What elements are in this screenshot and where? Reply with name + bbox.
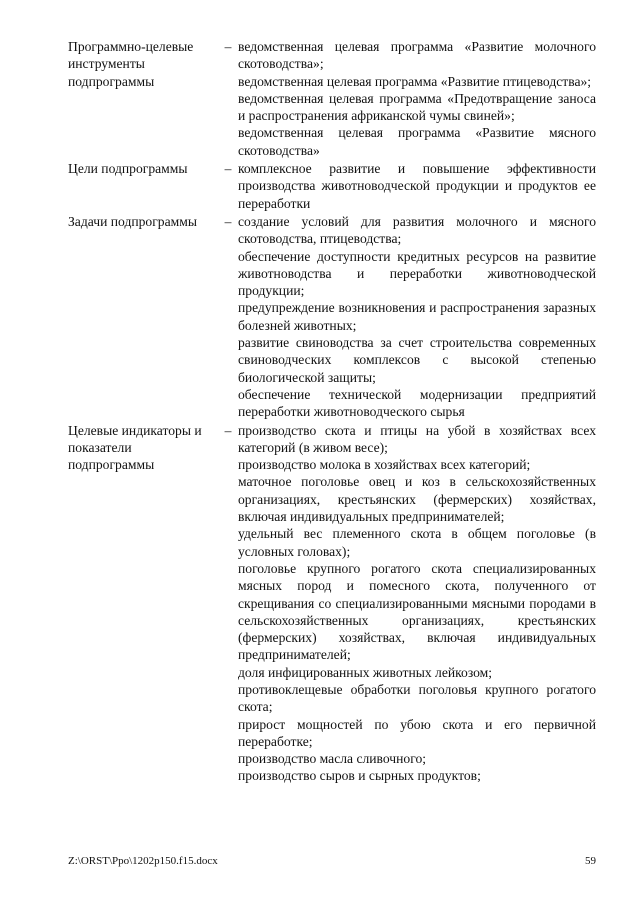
content-item: маточное поголовье овец и коз в сельскохозяйственных организациях, крестьянских (фермерских) хозяйствах, включая индивидуальных предпринимателей; bbox=[238, 474, 596, 525]
row-dash: – bbox=[224, 39, 232, 54]
content-item: предупреждение возникновения и распространения заразных болезней животных; bbox=[238, 300, 596, 333]
footer-file-path: Z:\ORST\Ppo\1202p150.f15.docx bbox=[68, 855, 218, 867]
row-dash: – bbox=[224, 213, 232, 229]
row-dash: – bbox=[224, 161, 232, 177]
content-item: обеспечение технической модернизации предприятий переработки животноводческого сырья bbox=[238, 386, 596, 420]
content-item: производство молока в хозяйствах всех категорий; bbox=[238, 457, 531, 473]
content-item: производство сыров и сырных продуктов; bbox=[238, 768, 481, 784]
row-label: Задачи подпрограммы bbox=[68, 213, 197, 229]
row-content bbox=[238, 213, 596, 422]
subprogram-passport-table bbox=[68, 38, 596, 786]
content-item: производство скота и птицы на убой в хозяйствах всех категорий (в живом весе); bbox=[238, 422, 596, 455]
content-item: ведомственная целевая программа «Предотвращение заноса и распространения африканской чумы свиней»; bbox=[238, 90, 596, 124]
row-label: Программно-целевые инструменты подпрограммы bbox=[68, 39, 194, 89]
content-item: доля инфицированных животных лейкозом; bbox=[238, 664, 493, 680]
content-item: противоклещевые обработки поголовья крупного рогатого скота; bbox=[238, 681, 596, 715]
passport-row bbox=[68, 422, 596, 786]
content-item: прирост мощностей по убою скота и его первичной переработке; bbox=[238, 716, 596, 749]
content-item: ведомственная целевая программа «Развитие птицеводства»; bbox=[238, 73, 592, 89]
row-content bbox=[238, 160, 596, 213]
row-label: Целевые индикаторы и показатели подпрограммы bbox=[68, 422, 202, 473]
row-content bbox=[238, 38, 596, 160]
content-item: развитие свиноводства за счет строительства современных свиноводческих комплексов с высокой степенью биологической защиты; bbox=[238, 335, 596, 385]
content-item: ведомственная целевая программа «Развитие молочного скотоводства»; bbox=[238, 39, 596, 72]
content-item: удельный вес племенного скота в общем поголовье (в условных головах); bbox=[238, 526, 596, 559]
content-item: поголовье крупного рогатого скота специализированных мясных пород и помесного скота, полученного от скрещивания со специализированными мясными породами в сельскохозяйственных организациях, крестьянских (фермерских) хозяйствах, включая индивидуальных предпринимателей; bbox=[238, 560, 596, 663]
footer-page-number: 59 bbox=[585, 855, 596, 867]
passport-row bbox=[68, 213, 596, 422]
row-dash: – bbox=[224, 422, 232, 438]
content-item: обеспечение доступности кредитных ресурсов на развитие животноводства и переработки животноводческой продукции; bbox=[238, 248, 596, 299]
passport-row bbox=[68, 38, 596, 160]
content-item: создание условий для развития молочного и мясного скотоводства, птицеводства; bbox=[238, 213, 596, 247]
row-content bbox=[238, 422, 596, 786]
content-item: производство масла сливочного; bbox=[238, 751, 427, 767]
passport-row bbox=[68, 160, 596, 213]
content-item: комплексное развитие и повышение эффективности производства животноводческой продукции и продуктов ее переработки bbox=[238, 161, 596, 211]
content-item: ведомственная целевая программа «Развитие мясного скотоводства» bbox=[238, 125, 596, 158]
row-label: Цели подпрограммы bbox=[68, 161, 188, 177]
